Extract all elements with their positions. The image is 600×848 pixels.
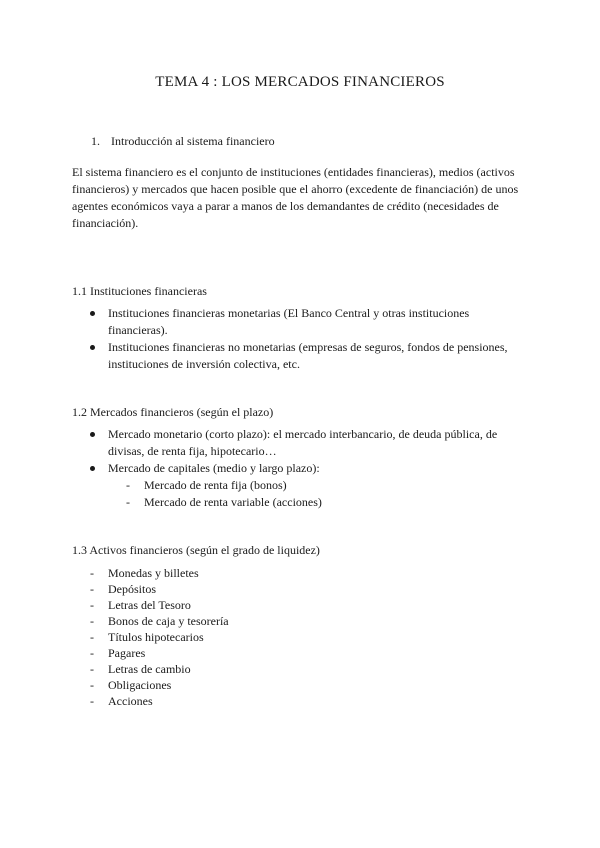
dash-mark: -: [90, 662, 94, 676]
list-item-text: Letras del Tesoro: [108, 598, 191, 612]
list-item: [90, 629, 229, 645]
dash-mark: -: [126, 495, 130, 509]
list-item-text: Depósitos: [108, 582, 156, 596]
intro-number: 1.: [91, 134, 100, 148]
section-1-2-list: [90, 426, 520, 511]
list-item-text: Bonos de caja y tesorería: [108, 614, 229, 628]
sublist-item: [126, 494, 520, 511]
dash-mark: -: [90, 566, 94, 580]
list-item: [90, 565, 229, 581]
dash-mark: -: [90, 614, 94, 628]
list-item: [90, 677, 229, 693]
list-item-text: Instituciones financieras no monetarias (empresas de seguros, fondos de pensiones, instituciones de inversión colectiva, etc.: [108, 340, 508, 371]
list-item-text: Títulos hipotecarios: [108, 630, 204, 644]
list-item: [90, 305, 520, 339]
list-item: [90, 693, 229, 709]
list-item-text: Obligaciones: [108, 678, 172, 692]
intro-heading-text: Introducción al sistema financiero: [111, 134, 275, 148]
sublist-item-text: Mercado de renta fija (bonos): [144, 478, 287, 492]
bullet-icon: [90, 311, 95, 316]
list-item-text: Instituciones financieras monetarias (El Banco Central y otras instituciones financieras).: [108, 306, 470, 337]
bullet-icon: [90, 466, 95, 471]
list-item: [90, 581, 229, 597]
list-item-text: Monedas y billetes: [108, 566, 199, 580]
section-1-1-list: [90, 305, 520, 373]
list-item-text: Mercado monetario (corto plazo): el mercado interbancario, de deuda pública, de divisas, de renta fija, hipotecario…: [108, 427, 498, 458]
sublist-item-text: Mercado de renta variable (acciones): [144, 495, 322, 509]
section-1-2-heading: 1.2 Mercados financieros (según el plazo): [72, 405, 274, 419]
list-item-text: Letras de cambio: [108, 662, 191, 676]
dash-mark: -: [90, 694, 94, 708]
sublist-item: [126, 477, 520, 494]
list-item-text: Pagares: [108, 646, 146, 660]
list-item: [90, 613, 229, 629]
dash-mark: -: [90, 582, 94, 596]
bullet-icon: [90, 345, 95, 350]
list-item-text: Mercado de capitales (medio y largo plazo):: [108, 461, 320, 475]
list-item-text: Acciones: [108, 694, 153, 708]
bullet-icon: [90, 432, 95, 437]
intro-heading: [91, 134, 275, 149]
section-1-1-heading: 1.1 Instituciones financieras: [72, 284, 207, 298]
list-item: [90, 645, 229, 661]
dash-mark: -: [90, 630, 94, 644]
dash-mark: -: [126, 478, 130, 492]
list-item: [90, 460, 520, 511]
dash-mark: -: [90, 598, 94, 612]
section-1-2-sublist: [126, 477, 520, 511]
list-item: [90, 661, 229, 677]
page-title: TEMA 4 : LOS MERCADOS FINANCIEROS: [155, 74, 445, 90]
intro-paragraph: El sistema financiero es el conjunto de instituciones (entidades financieras), medios (activos financieros) y mercados que hacen posible que el ahorro (excedente de financiación) de unos agentes económicos vaya a parar a manos de los demandantes de crédito (necesidades de financiación).: [72, 165, 519, 230]
dash-mark: -: [90, 678, 94, 692]
list-item: [90, 597, 229, 613]
list-item: [90, 339, 520, 373]
section-1-3-list: [90, 565, 229, 709]
section-1-3-heading: 1.3 Activos financieros (según el grado de liquidez): [72, 543, 320, 557]
dash-mark: -: [90, 646, 94, 660]
list-item: [90, 426, 520, 460]
